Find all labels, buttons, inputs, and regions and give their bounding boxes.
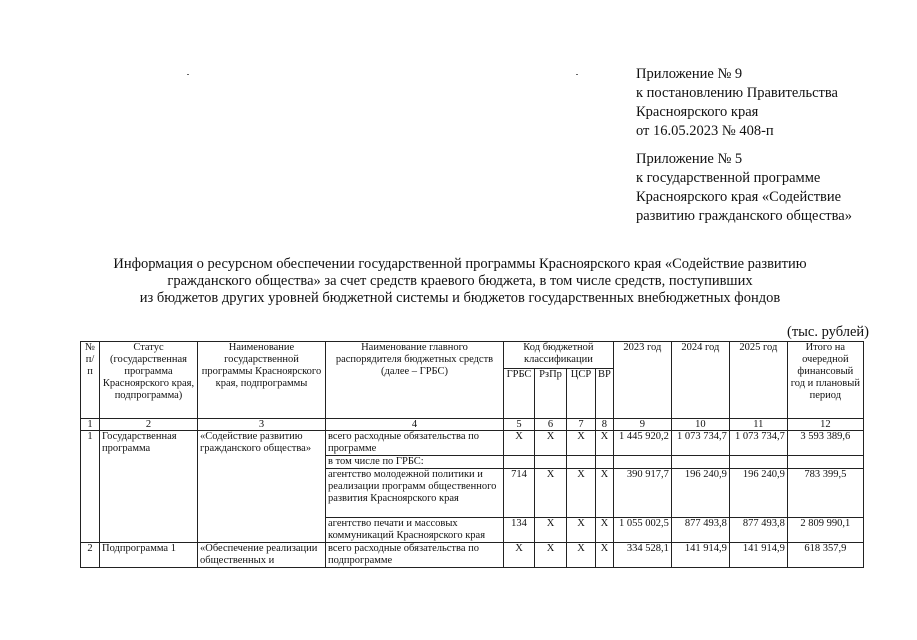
column-number: 1: [81, 419, 100, 431]
row-grbs: всего расходные обязательства по программе: [326, 431, 504, 456]
empty-cell: [787, 456, 863, 469]
row-name: «Содействие развитию гражданского общества»: [198, 431, 326, 543]
value-2023: 1 445 920,2: [613, 431, 671, 456]
header-total: Итого на очередной финансовый год и плановый период: [787, 342, 863, 419]
appendix-9-line: Красноярского края: [636, 104, 759, 120]
code-grbs-cell: Х: [504, 431, 535, 456]
code-csr-cell: Х: [567, 543, 596, 568]
empty-cell: [729, 456, 787, 469]
row-grbs: всего расходные обязательства по подпрограмме: [326, 543, 504, 568]
header-code-vr: ВР: [596, 369, 614, 419]
empty-cell: [504, 456, 535, 469]
column-number: 7: [567, 419, 596, 431]
header-row: [81, 342, 864, 369]
value-2023: 334 528,1: [613, 543, 671, 568]
header-code-csr: ЦСР: [567, 369, 596, 419]
units-label: (тыс. рублей): [787, 324, 869, 340]
empty-cell: [596, 456, 614, 469]
row-status: Государственная программа: [100, 431, 198, 543]
appendix-5-line: к государственной программе: [636, 170, 821, 186]
header-code-rzpr: РзПр: [535, 369, 567, 419]
title-line: Информация о ресурсном обеспечении государственной программы Красноярского края «Содействие развитию: [113, 256, 807, 272]
value-total: 618 357,9: [787, 543, 863, 568]
appendix-5-line: Красноярского края «Содействие: [636, 189, 842, 205]
code-rzpr-cell: Х: [535, 469, 567, 518]
code-rzpr-cell: Х: [535, 543, 567, 568]
value-total: 3 593 389,6: [787, 431, 863, 456]
column-number: 2: [100, 419, 198, 431]
code-grbs-cell: 714: [504, 469, 535, 518]
row-grbs: агентство печати и массовых коммуникаций Красноярского края: [326, 518, 504, 543]
scan-dot: [576, 74, 578, 75]
header-code: Код бюджетной классификации: [504, 342, 614, 369]
row-grbs: агентство молодежной политики и реализации программ общественного развития Красноярского края: [326, 469, 504, 518]
column-number: 8: [596, 419, 614, 431]
code-vr-cell: Х: [596, 469, 614, 518]
value-2025: 1 073 734,7: [729, 431, 787, 456]
column-number: 11: [729, 419, 787, 431]
code-csr-cell: Х: [567, 431, 596, 456]
value-2024: 141 914,9: [671, 543, 729, 568]
appendix-5-line: развитию гражданского общества»: [636, 208, 852, 224]
column-number-row: [81, 419, 864, 431]
appendix-9-line: к постановлению Правительства: [636, 85, 838, 101]
header-2024: 2024 год: [671, 342, 729, 419]
resource-table: [80, 341, 864, 568]
column-number: 4: [326, 419, 504, 431]
empty-cell: [671, 456, 729, 469]
row-num: 2: [81, 543, 100, 568]
header-2025: 2025 год: [729, 342, 787, 419]
value-2023: 1 055 002,5: [613, 518, 671, 543]
scan-dot: [187, 74, 189, 75]
value-2024: 1 073 734,7: [671, 431, 729, 456]
header-name: Наименование государственной программы Красноярского края, подпрограммы: [198, 342, 326, 419]
value-2023: 390 917,7: [613, 469, 671, 518]
title-line: гражданского общества» за счет средств краевого бюджета, в том числе средств, поступивших: [167, 273, 753, 289]
code-vr-cell: Х: [596, 431, 614, 456]
column-number: 6: [535, 419, 567, 431]
value-2024: 196 240,9: [671, 469, 729, 518]
row-status: Подпрограмма 1: [100, 543, 198, 568]
empty-cell: [535, 456, 567, 469]
column-number: 3: [198, 419, 326, 431]
row-name: «Обеспечение реализации общественных и: [198, 543, 326, 568]
table-row: [81, 431, 864, 456]
appendix-5-line: Приложение № 5: [636, 151, 743, 167]
title-line: из бюджетов других уровней бюджетной системы и бюджетов государственных внебюджетных фондов: [139, 290, 781, 306]
appendix-5-block: [636, 150, 852, 226]
code-grbs-cell: Х: [504, 543, 535, 568]
value-2025: 196 240,9: [729, 469, 787, 518]
code-vr-cell: Х: [596, 518, 614, 543]
value-total: 783 399,5: [787, 469, 863, 518]
value-total: 2 809 990,1: [787, 518, 863, 543]
column-number: 9: [613, 419, 671, 431]
header-status: Статус (государственная программа Красноярского края, подпрограмма): [100, 342, 198, 419]
code-rzpr-cell: Х: [535, 518, 567, 543]
table-row: [81, 543, 864, 568]
code-grbs-cell: 134: [504, 518, 535, 543]
row-num: 1: [81, 431, 100, 543]
header-code-grbs: ГРБС: [504, 369, 535, 419]
value-2025: 141 914,9: [729, 543, 787, 568]
empty-cell: [567, 456, 596, 469]
appendix-9-block: [636, 65, 838, 141]
column-number: 5: [504, 419, 535, 431]
header-grbs: Наименование главного распорядителя бюджетных средств (далее – ГРБС): [326, 342, 504, 419]
code-rzpr-cell: Х: [535, 431, 567, 456]
column-number: 12: [787, 419, 863, 431]
code-csr-cell: Х: [567, 469, 596, 518]
header-2023: 2023 год: [613, 342, 671, 419]
empty-cell: [613, 456, 671, 469]
appendix-9-line: от 16.05.2023 № 408-п: [636, 123, 774, 139]
header-num: № п/п: [81, 342, 100, 419]
code-csr-cell: Х: [567, 518, 596, 543]
value-2024: 877 493,8: [671, 518, 729, 543]
value-2025: 877 493,8: [729, 518, 787, 543]
column-number: 10: [671, 419, 729, 431]
code-vr-cell: Х: [596, 543, 614, 568]
document-title: [60, 256, 860, 307]
row-grbs: в том числе по ГРБС:: [326, 456, 504, 469]
appendix-9-line: Приложение № 9: [636, 66, 743, 82]
